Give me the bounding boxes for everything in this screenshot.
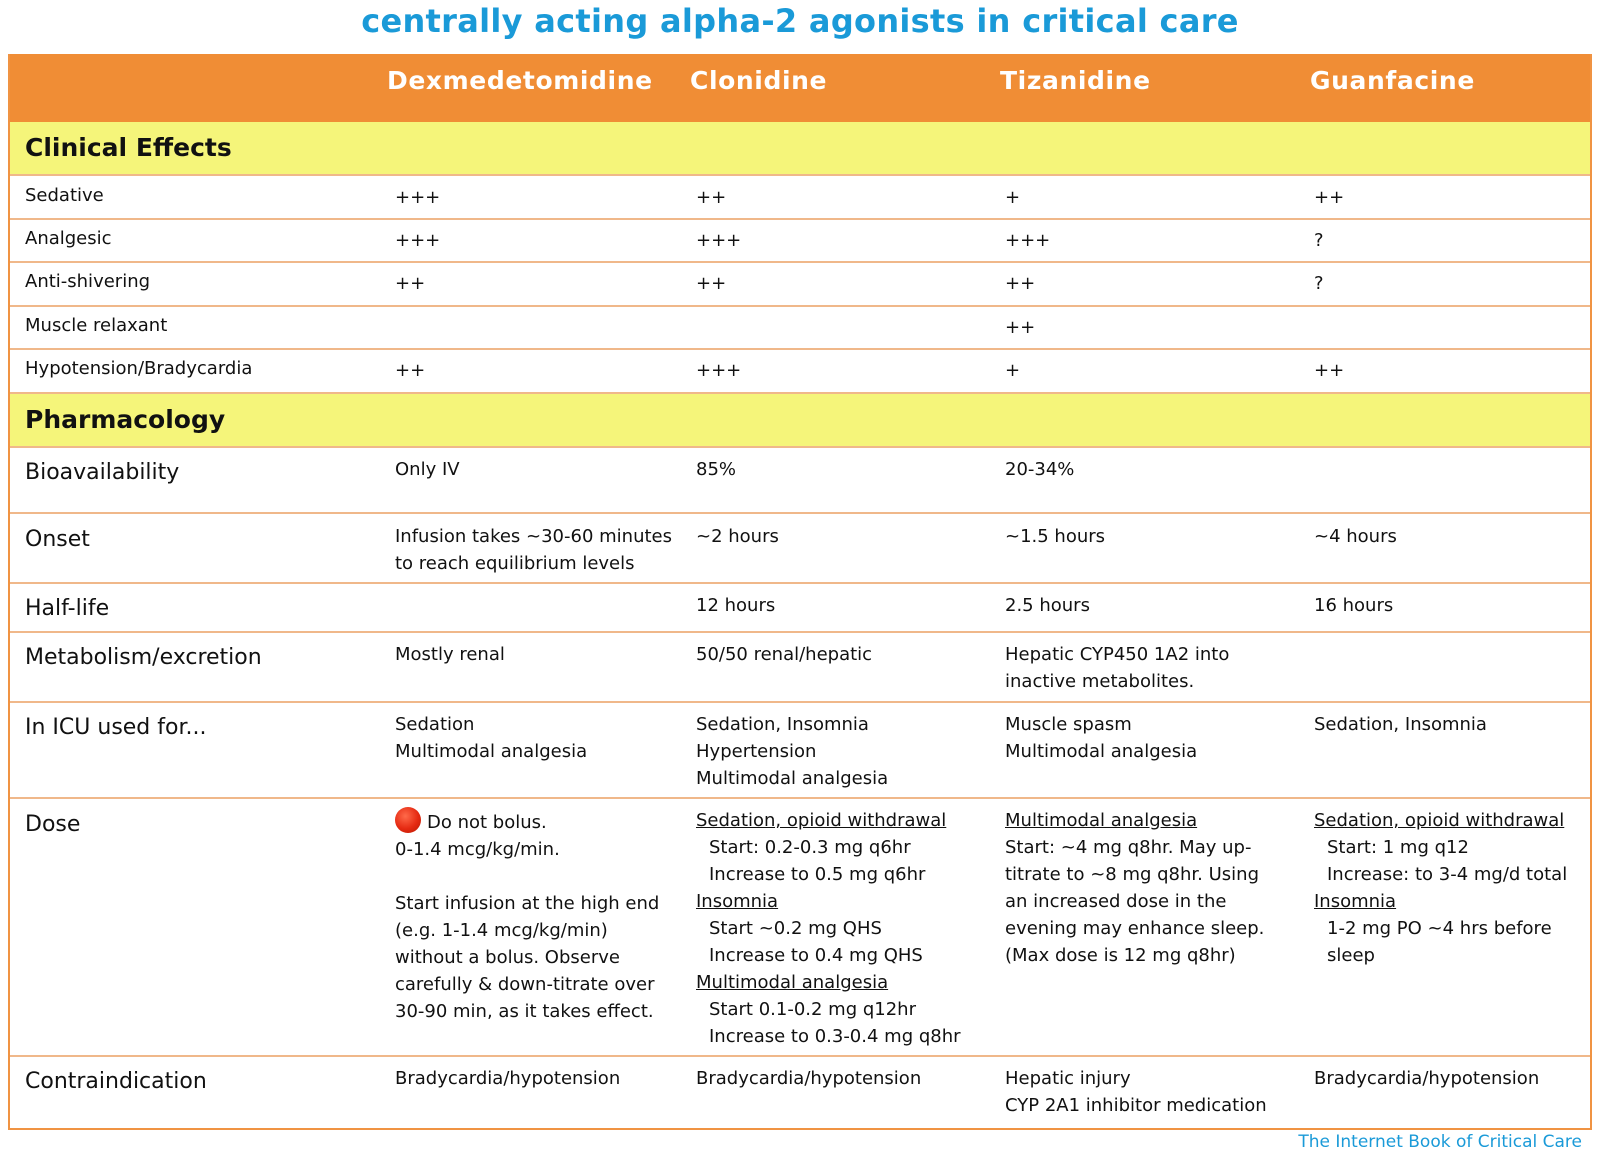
column-header: Tizanidine [1000, 66, 1151, 95]
cell-line: Sedation, Insomnia [696, 714, 869, 735]
row-label: Anti-shivering [25, 271, 151, 292]
row-label: Contraindication [25, 1069, 207, 1094]
table-cell: +++ [395, 230, 441, 251]
table-cell: ~1.5 hours [1005, 526, 1106, 547]
table-cell: Only IV [395, 459, 460, 480]
cell-line: carefully & down-titrate over [395, 974, 655, 995]
table-cell: 20-34% [1005, 459, 1075, 480]
cell-line: Increase: to 3-4 mg/d total [1327, 864, 1568, 885]
cell-line: Increase to 0.5 mg q6hr [709, 864, 926, 885]
table-cell: ~2 hours [696, 526, 779, 547]
warning-text: Do not bolus. [427, 812, 547, 833]
row-label: Dose [25, 812, 81, 837]
cell-line: Sedation, Insomnia [1314, 714, 1487, 735]
cell-line: Multimodal analgesia [395, 741, 588, 762]
section-pharmacology [10, 394, 1590, 448]
table-row [10, 633, 1590, 703]
cell-line: evening may enhance sleep. [1005, 918, 1265, 939]
cell-line: titrate to ~8 mg q8hr. Using [1005, 864, 1259, 885]
table-cell: +++ [395, 187, 441, 208]
cell-line: Start infusion at the high end [395, 893, 660, 914]
cell-line: Infusion takes ~30-60 minutes [395, 526, 672, 547]
column-header: Guanfacine [1310, 66, 1475, 95]
cell-line: an increased dose in the [1005, 891, 1227, 912]
table-cell: 85% [696, 459, 737, 480]
table-cell: +++ [696, 360, 742, 381]
table-cell: ++ [696, 187, 727, 208]
table-cell: Mostly renal [395, 644, 505, 665]
table-cell: 2.5 hours [1005, 595, 1090, 616]
cell-line: inactive metabolites. [1005, 671, 1195, 692]
cell-line: Hepatic injury [1005, 1068, 1131, 1089]
table-cell: +++ [1005, 230, 1051, 251]
cell-line: without a bolus. Observe [395, 947, 620, 968]
row-label: Bioavailability [25, 460, 180, 485]
table-cell: ++ [395, 273, 426, 294]
cell-line: Sedation [395, 714, 475, 735]
dose-heading: Multimodal analgesia [1005, 810, 1198, 831]
dose-heading: Multimodal analgesia [696, 972, 889, 993]
cell-line: Increase to 0.4 mg QHS [709, 945, 923, 966]
cell-line: Start: ~4 mg q8hr. May up- [1005, 837, 1252, 858]
table-row [10, 448, 1590, 514]
cell-line: Start 0.1-0.2 mg q12hr [709, 999, 916, 1020]
spacer [395, 863, 659, 890]
table-cell [1314, 807, 1567, 969]
page-title: centrally acting alpha-2 agonists in critical care [361, 2, 1239, 40]
table-cell [395, 523, 672, 577]
table-row [10, 176, 1590, 220]
table-cell: ++ [696, 273, 727, 294]
table-cell [1005, 1065, 1267, 1119]
cell-line: Start: 1 mg q12 [1327, 837, 1469, 858]
section-label: Clinical Effects [25, 133, 232, 162]
table-row [10, 350, 1590, 394]
cell-line: (Max dose is 12 mg q8hr) [1005, 945, 1236, 966]
row-label: Hypotension/Bradycardia [25, 358, 253, 379]
column-header: Dexmedetomidine [387, 66, 653, 95]
table-cell: Bradycardia/hypotension [395, 1068, 621, 1089]
table-cell: + [1005, 187, 1021, 208]
table-cell [1314, 711, 1487, 738]
cell-line: Start ~0.2 mg QHS [709, 918, 882, 939]
table-header [10, 54, 1590, 122]
table-cell: ++ [1314, 187, 1345, 208]
dose-heading: Insomnia [696, 891, 779, 912]
table-cell [1005, 641, 1229, 695]
row-label: Half-life [25, 596, 110, 621]
table-row [10, 220, 1590, 263]
section-label: Pharmacology [25, 405, 226, 434]
dose-warning [395, 807, 659, 836]
row-label: In ICU used for... [25, 715, 207, 740]
table-cell: +++ [696, 230, 742, 251]
column-header: Clonidine [690, 66, 828, 95]
table-cell: 50/50 renal/hepatic [696, 644, 873, 665]
row-label: Sedative [25, 185, 104, 206]
footer-credit: The Internet Book of Critical Care [1298, 1132, 1582, 1152]
table-row [10, 514, 1590, 584]
section-clinical-effects [10, 122, 1590, 176]
table-row [10, 307, 1590, 350]
table-cell: 16 hours [1314, 595, 1394, 616]
cell-line: Muscle spasm [1005, 714, 1132, 735]
cell-line: sleep [1327, 945, 1375, 966]
cell-line: 1-2 mg PO ~4 hrs before [1327, 918, 1552, 939]
dose-heading: Sedation, opioid withdrawal [1314, 810, 1565, 831]
table-cell: ~4 hours [1314, 526, 1397, 547]
row-label: Onset [25, 527, 90, 552]
table-row [10, 263, 1590, 307]
table-row [10, 799, 1590, 1057]
cell-line: CYP 2A1 inhibitor medication [1005, 1095, 1267, 1116]
table-cell: 12 hours [696, 595, 776, 616]
table-cell [696, 711, 888, 792]
table-cell: + [1005, 360, 1021, 381]
cell-line: Multimodal analgesia [1005, 741, 1198, 762]
cell-line: Multimodal analgesia [696, 768, 889, 789]
table-cell: ++ [395, 360, 426, 381]
dose-heading: Sedation, opioid withdrawal [696, 810, 947, 831]
row-label: Analgesic [25, 228, 112, 249]
table-cell: ++ [1005, 317, 1036, 338]
row-label: Metabolism/excretion [25, 645, 262, 670]
dose-heading: Insomnia [1314, 891, 1397, 912]
cell-line: 30-90 min, as it takes effect. [395, 1001, 654, 1022]
table-row [10, 1057, 1590, 1128]
cell-line: Increase to 0.3-0.4 mg q8hr [709, 1026, 961, 1047]
cell-line: Start: 0.2-0.3 mg q6hr [709, 837, 911, 858]
table-cell: Bradycardia/hypotension [1314, 1068, 1540, 1089]
table-cell [395, 711, 587, 765]
table-row [10, 703, 1590, 799]
table-cell [1005, 807, 1264, 969]
table-cell [395, 807, 659, 1025]
comparison-table [8, 54, 1592, 1130]
table-row [10, 584, 1590, 633]
cell-line: 0-1.4 mcg/kg/min. [395, 839, 560, 860]
table-cell: ++ [1314, 360, 1345, 381]
table-cell: Bradycardia/hypotension [696, 1068, 922, 1089]
cell-line: Hypertension [696, 741, 817, 762]
table-cell: ++ [1005, 273, 1036, 294]
cell-line: Hepatic CYP450 1A2 into [1005, 644, 1230, 665]
table-cell: ? [1314, 230, 1324, 251]
row-label: Muscle relaxant [25, 315, 168, 336]
table-cell: ? [1314, 273, 1324, 294]
stop-sign-icon [395, 807, 421, 833]
cell-line: to reach equilibrium levels [395, 553, 635, 574]
cell-line: (e.g. 1-1.4 mcg/kg/min) [395, 920, 608, 941]
table-cell [696, 807, 961, 1050]
table-cell [1005, 711, 1197, 765]
